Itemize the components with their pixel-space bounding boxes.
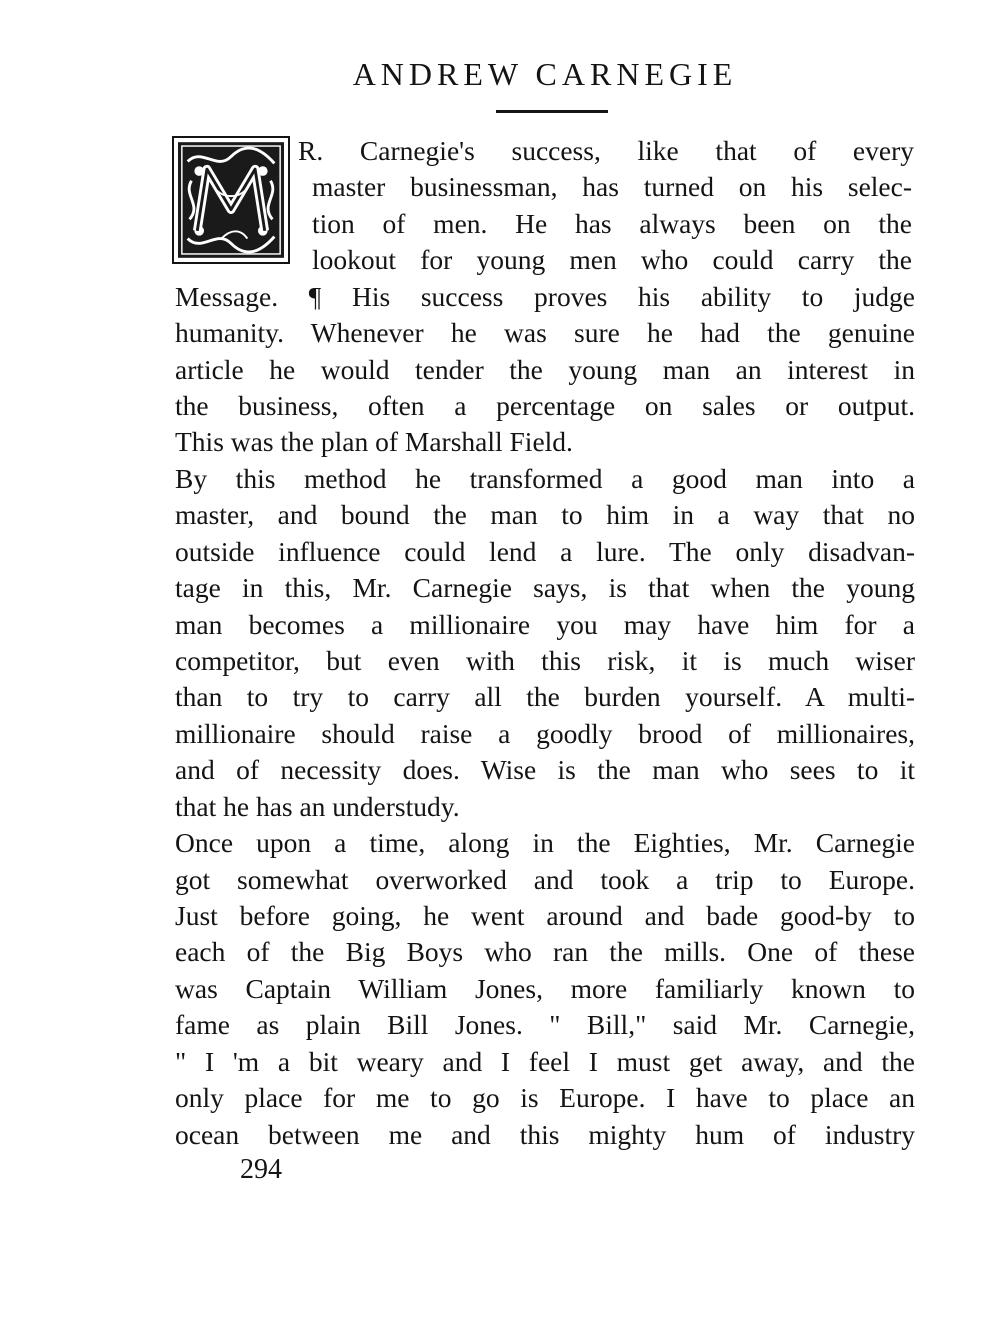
text-line: tage in this, Mr. Carnegie says, is that when the young (175, 572, 915, 603)
text-line: master, and bound the man to him in a way that no (175, 499, 915, 530)
text-line: " I 'm a bit weary and I feel I must get away, and the (175, 1046, 915, 1077)
text-line: the business, often a percentage on sales or output. (175, 390, 915, 421)
text-line: tion of men. He has always been on the (312, 208, 912, 239)
page-number: 294 (240, 1154, 282, 1185)
running-head: ANDREW CARNEGIE (352, 56, 738, 92)
text-line: fame as plain Bill Jones. " Bill," said Mr. Carnegie, (175, 1009, 915, 1040)
text-line: R. Carnegie's success, like that of every (298, 135, 914, 166)
text-line: that he has an understudy. (175, 791, 460, 822)
text-line: each of the Big Boys who ran the mills. One of these (175, 936, 915, 967)
text-line: was Captain William Jones, more familiarly known to (175, 973, 915, 1004)
text-line: master businessman, has turned on his selec- (312, 171, 912, 202)
text-line: lookout for young men who could carry the (312, 244, 912, 275)
text-line: competitor, but even with this risk, it is much wiser (175, 645, 915, 676)
text-line: This was the plan of Marshall Field. (175, 426, 573, 457)
text-line: millionaire should raise a goodly brood of millionaires, (175, 718, 915, 749)
text-line: outside influence could lend a lure. The only disadvan- (175, 536, 915, 567)
text-line: Message. ¶ His success proves his ability to judge (175, 281, 915, 312)
text-line: got somewhat overworked and took a trip to Europe. (175, 864, 915, 895)
head-rule (496, 110, 608, 113)
text-line: article he would tender the young man an interest in (175, 354, 915, 385)
drop-cap-initial (172, 136, 290, 264)
text-line: only place for me to go is Europe. I have to place an (175, 1082, 915, 1113)
text-line: ocean between me and this mighty hum of industry (175, 1119, 915, 1150)
text-line: humanity. Whenever he was sure he had the genuine (175, 317, 915, 348)
text-line: than to try to carry all the burden yourself. A multi- (175, 681, 915, 712)
text-line: and of necessity does. Wise is the man who sees to it (175, 754, 915, 785)
text-line: By this method he transformed a good man into a (175, 463, 915, 494)
text-line: Just before going, he went around and bade good-by to (175, 900, 915, 931)
text-line: man becomes a millionaire you may have him for a (175, 609, 915, 640)
text-line: Once upon a time, along in the Eighties, Mr. Carnegie (175, 827, 915, 858)
ornamental-initial-icon (178, 142, 284, 258)
